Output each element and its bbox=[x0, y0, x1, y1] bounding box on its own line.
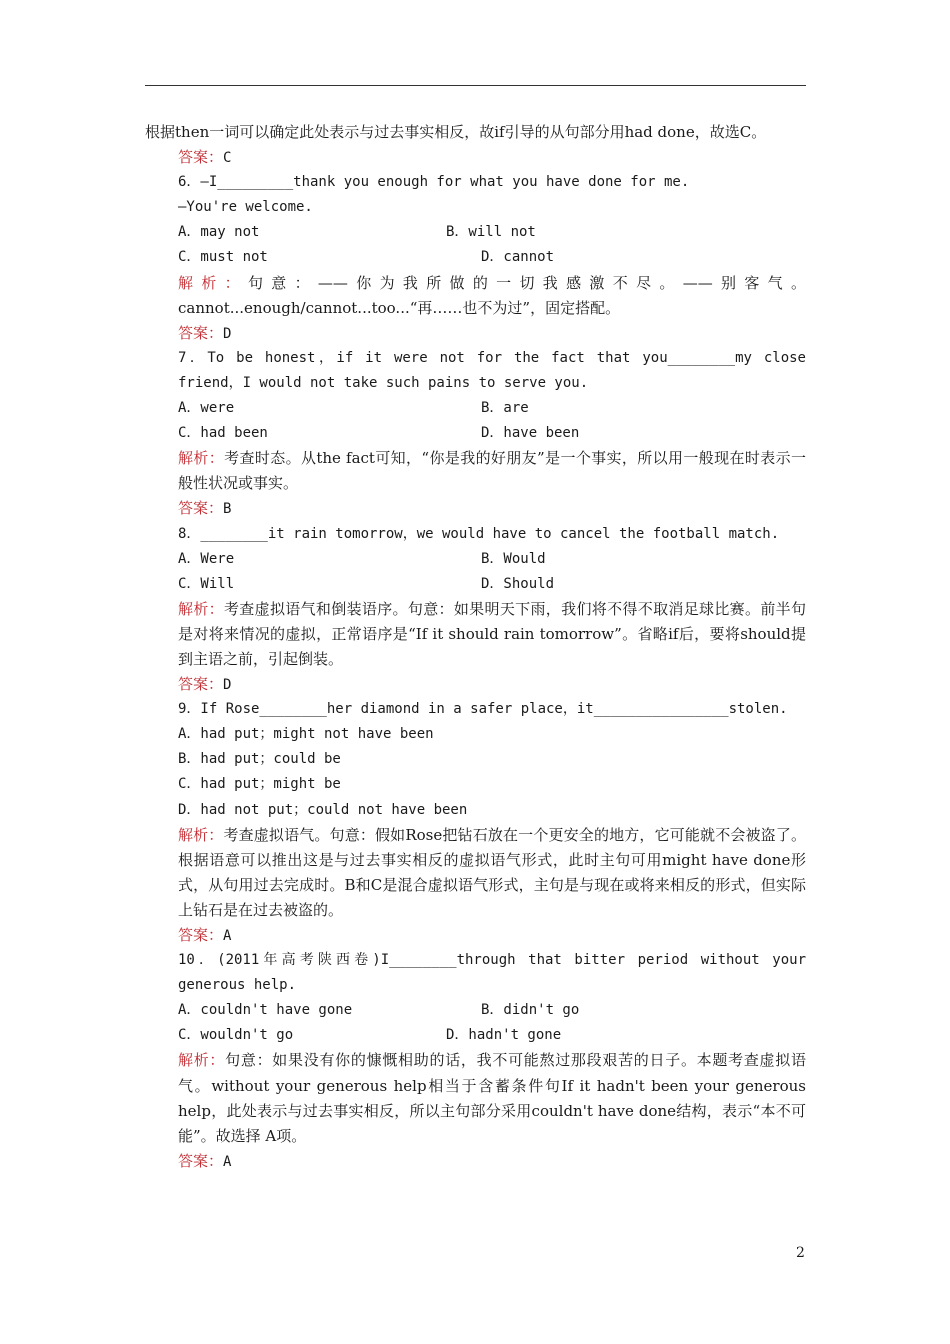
analysis-label: 解析： bbox=[178, 825, 224, 844]
header-rule bbox=[145, 85, 806, 86]
answer-value: A bbox=[223, 928, 232, 944]
option-row bbox=[145, 245, 806, 270]
option-left: A．couldn't have gone bbox=[178, 1002, 353, 1019]
answer-line bbox=[145, 496, 806, 521]
option-left: A．may not bbox=[178, 224, 260, 241]
paragraph bbox=[145, 120, 806, 145]
option-left: C．Will bbox=[178, 575, 235, 592]
option-right: D．cannot bbox=[481, 249, 555, 266]
option-left: C．must not bbox=[178, 249, 268, 266]
analysis-label: 解析： bbox=[178, 599, 224, 618]
answer-line bbox=[145, 321, 806, 346]
question-text: 10．(2011年高考陕西卷)I________through that bitter period without your generous help. bbox=[178, 952, 806, 994]
answer-line bbox=[145, 1149, 806, 1174]
analysis-paragraph bbox=[145, 446, 806, 496]
answer-label: 答案： bbox=[178, 323, 224, 342]
option-right: B．didn't go bbox=[481, 1002, 580, 1019]
question-stem bbox=[145, 948, 806, 998]
answer-label: 答案： bbox=[178, 1151, 224, 1170]
analysis-line bbox=[178, 823, 806, 923]
option-left: C．wouldn't go bbox=[178, 1027, 294, 1044]
option-line: D．had not put；could not have been bbox=[178, 801, 468, 818]
option-row bbox=[145, 1023, 806, 1048]
option-line: A．had put；might not have been bbox=[178, 726, 434, 743]
option-row bbox=[145, 421, 806, 446]
answer-label: 答案： bbox=[178, 675, 224, 694]
option-row bbox=[145, 572, 806, 597]
option-left: C．had been bbox=[178, 425, 268, 442]
option-line: —You're welcome. bbox=[178, 199, 313, 216]
answer-label: 答案： bbox=[178, 148, 224, 167]
option-left: A．were bbox=[178, 400, 235, 417]
answer-line bbox=[145, 672, 806, 697]
option-row bbox=[145, 396, 806, 421]
analysis-label: 解析： bbox=[178, 273, 248, 292]
option-left: A．Were bbox=[178, 550, 235, 567]
analysis-text: 句意：——你为我所做的一切我感激不尽。——别客气。cannot...enough/cannot...too...“再……也不为过”，固定搭配。 bbox=[178, 273, 806, 317]
question-stem: 6．—I_________thank you enough for what you have done for me. bbox=[178, 174, 690, 191]
option-line: B．had put；could be bbox=[178, 751, 341, 768]
option-row bbox=[145, 998, 806, 1023]
analysis-line bbox=[178, 271, 806, 321]
answer-value: B bbox=[223, 501, 232, 518]
answer-value: C bbox=[223, 150, 232, 167]
analysis-line bbox=[178, 446, 806, 496]
question-stem: 8．________it rain tomorrow，we would have to cancel the football match. bbox=[178, 525, 780, 542]
option-line: C．had put；might be bbox=[178, 776, 341, 793]
paragraph-text: 根据then一词可以确定此处表示与过去事实相反，故if引导的从句部分用had done，故选C。 bbox=[145, 123, 767, 141]
analysis-text: 考查虚拟语气。句意：假如Rose把钻石放在一个更安全的地方，它可能就不会被盗了。根据语意可以推出这是与过去事实相反的虚拟语气形式，此时主句可用might have done形式，从句用过去完成时。B和C是混合虚拟语气形式，主句是与现在或将来相反的形式，但实际上钻石是在过去被盗的。 bbox=[178, 825, 806, 919]
analysis-paragraph bbox=[145, 823, 806, 923]
analysis-paragraph bbox=[145, 1048, 806, 1148]
analysis-paragraph bbox=[145, 271, 806, 321]
analysis-text: 考查时态。从the fact可知，“你是我的好朋友”是一个事实，所以用一般现在时表示一般性状况或事实。 bbox=[178, 449, 806, 493]
option-right: D．have been bbox=[481, 425, 580, 442]
question-text: 7．To be honest，if it were not for the fact that you________my close friend，I would not take such pains to serve you. bbox=[178, 349, 806, 391]
answer-line bbox=[145, 145, 806, 170]
document-body bbox=[145, 120, 806, 1174]
analysis-paragraph bbox=[145, 597, 806, 672]
answer-line bbox=[145, 923, 806, 948]
option-right: B．will not bbox=[446, 224, 536, 241]
option-right: B．Would bbox=[481, 550, 546, 567]
question-stem: 9．If Rose________her diamond in a safer place，it________________stolen. bbox=[178, 701, 788, 718]
option-right: D．Should bbox=[481, 575, 555, 592]
analysis-text: 句意：如果没有你的慷慨相助的话，我不可能熬过那段艰苦的日子。本题考查虚拟语气。without your generous help相当于含蓄条件句If it hadn't been your generous help，此处表示与过去事实相反，所以主句部分采用couldn't have done结构，表示“本不可能”。故选择 A项。 bbox=[178, 1051, 806, 1145]
answer-label: 答案： bbox=[178, 499, 224, 518]
analysis-text: 考查虚拟语气和倒装语序。句意：如果明天下雨，我们将不得不取消足球比赛。前半句是对将来情况的虚拟，正常语序是“If it should rain tomorrow”。省略if后，要将should提到主语之前，引起倒装。 bbox=[178, 599, 806, 668]
analysis-label: 解析： bbox=[178, 449, 225, 468]
option-right: B．are bbox=[481, 400, 529, 417]
answer-value: D bbox=[223, 325, 232, 342]
analysis-label: 解析： bbox=[178, 1051, 226, 1070]
analysis-line bbox=[178, 597, 806, 672]
analysis-line bbox=[178, 1048, 806, 1148]
option-row bbox=[145, 547, 806, 572]
question-stem bbox=[145, 346, 806, 396]
answer-label: 答案： bbox=[178, 926, 224, 944]
answer-value: A bbox=[223, 1153, 232, 1170]
option-row bbox=[145, 220, 806, 245]
page-number: 2 bbox=[796, 1245, 805, 1261]
answer-value: D bbox=[223, 677, 232, 694]
option-right: D．hadn't gone bbox=[446, 1027, 562, 1044]
